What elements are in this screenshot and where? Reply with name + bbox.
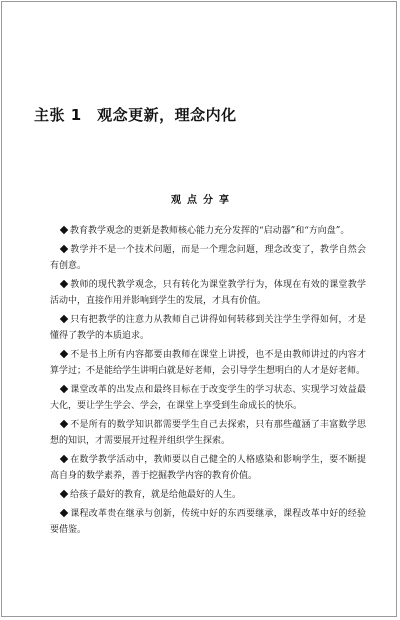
diamond-bullet-icon xyxy=(60,350,68,358)
list-item-text: 不是所有的数学知识都需要学生自己去探索，只有那些蕴涵了丰富数学思想的知识，才需要展开过程并组织学生探索。 xyxy=(50,420,366,446)
diamond-bullet-icon xyxy=(60,245,68,253)
list-item-text: 课程改革贵在继承与创新，传统中好的东西要继承，课程改革中好的经验要借鉴。 xyxy=(50,509,366,535)
viewpoint-list xyxy=(50,223,366,541)
section-heading: 观点分享 xyxy=(171,195,235,206)
list-item-text: 教育教学观念的更新是教师核心能力充分发挥的“启动器”和“方向盘”。 xyxy=(70,226,350,236)
list-item xyxy=(50,452,366,484)
list-item xyxy=(50,347,366,379)
list-item-text: 教师的现代教学观念，只有转化为课堂教学行为，体现在有效的课堂教学活动中，直接作用并影响到学生的发展，才具有价值。 xyxy=(50,280,366,306)
diamond-bullet-icon xyxy=(60,280,68,288)
list-item-text: 不是书上所有内容都要由教师在课堂上讲授，也不是由教师讲过的内容才算学过；不是能给学生讲明白就是好老师，会引导学生想明白的人才是好老师。 xyxy=(50,350,366,376)
list-item-text: 只有把教学的注意力从教师自己讲得如何转移到关注学生学得如何，才是懂得了教学的本质追求。 xyxy=(50,315,366,341)
list-item xyxy=(50,242,366,274)
list-item xyxy=(50,487,366,503)
list-item-text: 课堂改革的出发点和最终目标在于改变学生的学习状态、实现学习效益最大化，要让学生学会、学会，在课堂上享受到生命成长的快乐。 xyxy=(50,385,366,411)
diamond-bullet-icon xyxy=(60,509,68,517)
diamond-bullet-icon xyxy=(60,315,68,323)
diamond-bullet-icon xyxy=(60,490,68,498)
diamond-bullet-icon xyxy=(60,420,68,428)
list-item xyxy=(50,506,366,538)
list-item xyxy=(50,223,366,239)
list-item-text: 在数学教学活动中，教师要以自己健全的人格感染和影响学生，要不断提高自身的数学素养，善于挖掘教学内容的教育价值。 xyxy=(50,455,366,481)
list-item-text: 给孩子最好的教育，就是给他最好的人生。 xyxy=(70,490,242,500)
list-item xyxy=(50,417,366,449)
diamond-bullet-icon xyxy=(60,226,68,234)
list-item-text: 教学并不是一个技术问题，而是一个理念问题，理念改变了，教学自然会有创意。 xyxy=(50,245,366,271)
list-item xyxy=(50,277,366,309)
list-item xyxy=(50,312,366,344)
diamond-bullet-icon xyxy=(60,385,68,393)
diamond-bullet-icon xyxy=(60,455,68,463)
chapter-title: 主张 1 观念更新，理念内化 xyxy=(34,106,237,124)
list-item xyxy=(50,382,366,414)
